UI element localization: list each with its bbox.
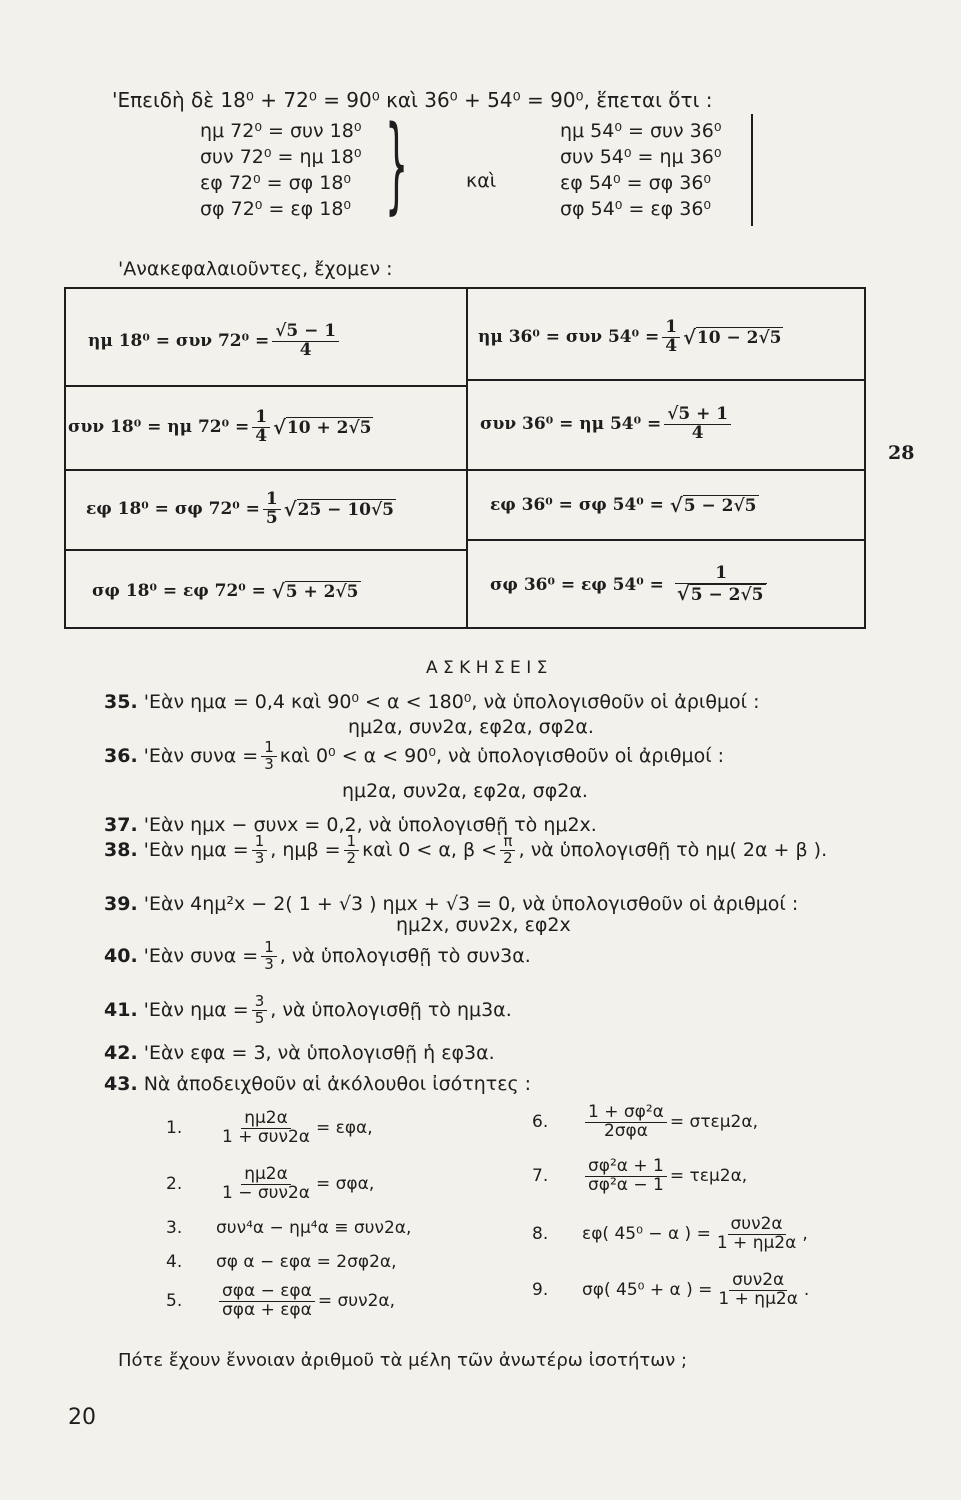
exercise-36-text-a: 'Εὰν συνα =	[143, 745, 259, 768]
exercise-41-frac-den: 5	[254, 1008, 265, 1027]
identity-1-rhs: = εφα,	[316, 1118, 373, 1139]
summary-line: 'Ανακεφαλαιοῦντες, ἔχομεν :	[118, 258, 393, 280]
page-number: 20	[68, 1405, 96, 1430]
identity-2-number: 2.	[166, 1174, 183, 1195]
identity-1-fraction	[219, 1110, 313, 1147]
identity-5-num: σφα − εφα	[219, 1283, 315, 1302]
cell-tan18-radicand: 25 − 10√5	[297, 499, 395, 520]
exercise-43-text: Νὰ ἀποδειχθοῦν αἱ ἀκόλουθοι ἰσότητες :	[143, 1073, 532, 1095]
cell-cot36-numerator: 1	[675, 565, 767, 584]
exercise-36-number: 36.	[104, 745, 138, 768]
identity-9-num: συν2α	[729, 1272, 787, 1291]
cell-tan18-coef	[263, 488, 281, 528]
exercise-40	[104, 940, 531, 973]
cell-cos18-coef-num: 1	[252, 409, 270, 428]
exercise-38-f3-num: π	[500, 834, 515, 851]
exercise-38-f2-num: 1	[344, 834, 360, 851]
cell-cot36-denominator	[674, 584, 769, 605]
sqrt-icon: √	[271, 579, 285, 603]
identity-8-den: 1 + ημ2α	[716, 1232, 797, 1253]
identity-5-number: 5.	[166, 1291, 183, 1312]
left-identity-3: εφ 72⁰ = σφ 18⁰	[200, 172, 352, 194]
exercise-35-text: 'Εὰν ημα = 0,4 καὶ 90⁰ < α < 180⁰, νὰ ὑπολογισθοῦν οἱ ἀριθμοί :	[143, 691, 760, 713]
exercise-35-line2: ημ2α, συν2α, εφ2α, σφ2α.	[348, 716, 594, 738]
cell-cot18	[92, 561, 361, 621]
identity-9	[532, 1272, 809, 1309]
identity-9-end: .	[803, 1280, 810, 1301]
identity-9-number: 9.	[532, 1280, 549, 1301]
intro-line: 'Επειδὴ δὲ 18⁰ + 72⁰ = 90⁰ καὶ 36⁰ + 54⁰ = 90⁰, ἕπεται ὅτι :	[112, 88, 713, 112]
identity-3-text: συν⁴α − ημ⁴α ≡ συν2α,	[216, 1218, 412, 1238]
exercise-39-text: 'Εὰν 4ημ²x − 2( 1 + √3 ) ημx + √3 = 0, νὰ ὑπολογισθοῦν οἱ ἀριθμοί :	[143, 893, 799, 915]
sqrt-icon: √	[683, 325, 696, 349]
identity-5	[166, 1283, 395, 1320]
identity-6-rhs: = στεμ2α,	[669, 1112, 758, 1133]
cell-cos18	[68, 393, 373, 461]
right-identity-4: σφ 54⁰ = εφ 36⁰	[560, 198, 712, 220]
identity-8-lhs: εφ( 45⁰ − α ) =	[582, 1224, 711, 1245]
brace-connector: καὶ	[466, 170, 497, 192]
cell-sin36-coef-num: 1	[662, 319, 680, 338]
cell-tan36-radicand: 5 − 2√5	[683, 495, 757, 516]
exercise-36-line2: ημ2α, συν2α, εφ2α, σφ2α.	[342, 780, 588, 802]
cell-cos18-coef	[252, 406, 270, 446]
left-brace: }	[385, 103, 409, 225]
table-divider-4	[468, 379, 864, 381]
cell-cot36-radicand: 5 − 2√5	[690, 585, 764, 605]
cell-sin18-numerator: √5 − 1	[272, 323, 339, 342]
exercise-38-text-d: , νὰ ὑπολογισθῇ τὸ ημ( 2α + β ).	[518, 839, 828, 862]
exercise-41	[104, 994, 512, 1027]
table-divider-1	[66, 385, 466, 387]
exercise-36-text-b: καὶ 0⁰ < α < 90⁰, νὰ ὑπολογισθοῦν οἱ ἀριθμοί :	[279, 745, 725, 768]
identity-6-number: 6.	[532, 1112, 549, 1133]
values-table	[64, 287, 866, 629]
identity-6-den: 2σφα	[603, 1120, 648, 1141]
identity-9-fraction	[715, 1272, 800, 1309]
exercise-40-text-a: 'Εὰν συνα =	[143, 945, 259, 968]
exercise-38-f1-num: 1	[252, 834, 268, 851]
identity-2	[166, 1166, 374, 1203]
identity-3	[166, 1218, 411, 1238]
cell-sin36-coef	[662, 316, 680, 356]
cell-cos18-lhs: συν 18⁰ = ημ 72⁰ =	[68, 417, 250, 437]
left-identity-1: ημ 72⁰ = συν 18⁰	[200, 120, 362, 142]
side-number: 28	[888, 442, 915, 464]
identity-1-num: ημ2α	[241, 1110, 291, 1129]
sqrt-icon: √	[669, 493, 683, 517]
cell-cos36	[480, 389, 734, 459]
identity-4-text: σφ α − εφα = 2σφ2α,	[216, 1252, 397, 1272]
identity-8-num: συν2α	[728, 1216, 786, 1235]
table-divider-2	[66, 469, 864, 471]
cell-cot36-fraction	[674, 565, 769, 605]
exercise-35-number: 35.	[104, 691, 138, 713]
right-identity-1: ημ 54⁰ = συν 36⁰	[560, 120, 722, 142]
cell-sin36	[478, 305, 783, 369]
exercise-36-frac-den: 3	[264, 754, 274, 773]
identity-7-num: σφ²α + 1	[585, 1158, 667, 1177]
table-divider-5	[468, 539, 864, 541]
identity-5-rhs: = συν2α,	[317, 1291, 396, 1312]
exercise-42-text: 'Εὰν εφα = 3, νὰ ὑπολογισθῇ ἡ εφ3α.	[143, 1042, 495, 1064]
exercise-40-number: 40.	[104, 945, 138, 968]
exercise-41-text-b: , νὰ ὑπολογισθῇ τὸ ημ3α.	[270, 999, 512, 1022]
exercise-38-f1-den: 3	[254, 848, 265, 867]
exercise-41-number: 41.	[104, 999, 138, 1022]
identity-1	[166, 1110, 373, 1147]
right-identity-3: εφ 54⁰ = σφ 36⁰	[560, 172, 712, 194]
identity-2-num: ημ2α	[241, 1166, 291, 1185]
identity-2-den: 1 − συν2α	[222, 1182, 310, 1203]
exercise-41-text-a: 'Εὰν ημα =	[143, 999, 249, 1022]
exercise-38-number: 38.	[104, 839, 138, 862]
cell-cot18-radicand: 5 + 2√5	[285, 581, 359, 602]
sqrt-icon: √	[273, 415, 286, 439]
identity-1-number: 1.	[166, 1118, 183, 1139]
exercise-38-text-c: καὶ 0 < α, β <	[362, 839, 498, 862]
identity-6	[532, 1104, 758, 1141]
identity-8-fraction	[714, 1216, 799, 1253]
cell-cos36-fraction	[664, 403, 731, 443]
exercise-37-number: 37.	[104, 814, 138, 836]
cell-tan18-lhs: εφ 18⁰ = σφ 72⁰ =	[86, 499, 260, 519]
exercise-38-fraction-1	[252, 834, 268, 867]
exercise-36-fraction	[261, 740, 277, 773]
cell-cos36-lhs: συν 36⁰ = ημ 54⁰ =	[480, 414, 662, 434]
identity-7-rhs: = τεμ2α,	[669, 1166, 748, 1187]
exercise-38-f2-den: 2	[346, 848, 357, 867]
table-divider-vertical	[466, 289, 468, 627]
cell-tan36	[490, 477, 759, 533]
exercise-38-text-b: , ημβ =	[270, 839, 341, 862]
left-identity-group	[200, 118, 361, 222]
exercise-40-frac-num: 1	[261, 940, 277, 957]
identity-7-den: σφ²α − 1	[588, 1174, 664, 1195]
identity-2-rhs: = σφα,	[316, 1174, 375, 1195]
identity-8-number: 8.	[532, 1224, 549, 1245]
exercise-40-fraction	[261, 940, 277, 973]
cell-sin18-fraction	[272, 320, 339, 360]
cell-cos36-numerator: √5 + 1	[664, 406, 731, 425]
exercise-38-f3-den: 2	[503, 848, 513, 867]
cell-sin18	[88, 309, 342, 373]
cell-tan18-coef-den: 5	[265, 507, 278, 528]
cell-tan36-lhs: εφ 36⁰ = σφ 54⁰ =	[490, 495, 664, 515]
identity-8	[532, 1216, 808, 1253]
identity-7	[532, 1158, 747, 1195]
cell-sin36-coef-den: 4	[665, 335, 678, 356]
exercise-38	[104, 834, 827, 867]
exercise-42-number: 42.	[104, 1042, 138, 1064]
cell-sin36-lhs: ημ 36⁰ = συν 54⁰ =	[478, 327, 660, 347]
cell-tan18	[86, 477, 396, 541]
cell-cos36-denominator: 4	[691, 422, 704, 443]
identity-6-fraction	[585, 1104, 667, 1141]
closing-question: Πότε ἔχουν ἔννοιαν ἀριθμοῦ τὰ μέλη τῶν ἀνωτέρω ἰσοτήτων ;	[118, 1350, 688, 1371]
exercise-40-text-b: , νὰ ὑπολογισθῇ τὸ συν3α.	[279, 945, 531, 968]
exercise-37-text: 'Εὰν ημx − συνx = 0,2, νὰ ὑπολογισθῇ τὸ ημ2x.	[143, 814, 597, 836]
exercise-43	[104, 1073, 531, 1095]
identity-9-den: 1 + ημ2α	[718, 1288, 798, 1309]
identity-8-end: ,	[802, 1224, 808, 1245]
exercise-35	[104, 691, 760, 713]
right-identity-2: συν 54⁰ = ημ 36⁰	[560, 146, 722, 168]
exercise-43-number: 43.	[104, 1073, 138, 1095]
exercise-38-fraction-3	[500, 834, 516, 867]
exercise-36-frac-num: 1	[261, 740, 277, 757]
cell-sin36-radicand: 10 − 2√5	[696, 327, 782, 348]
identity-4-number: 4.	[166, 1252, 183, 1272]
identity-9-lhs: σφ( 45⁰ + α ) =	[582, 1280, 713, 1301]
left-identity-4: σφ 72⁰ = εφ 18⁰	[200, 198, 352, 220]
cell-sin18-lhs: ημ 18⁰ = συν 72⁰ =	[88, 331, 270, 351]
right-bracket	[748, 114, 753, 226]
identity-7-number: 7.	[532, 1166, 549, 1187]
exercise-36	[104, 740, 724, 773]
cell-cot18-lhs: σφ 18⁰ = εφ 72⁰ =	[92, 581, 266, 601]
cell-cos18-coef-den: 4	[255, 425, 268, 446]
exercise-38-fraction-2	[344, 834, 360, 867]
cell-sin18-denominator: 4	[299, 339, 312, 360]
right-identity-group	[560, 118, 721, 222]
cell-cot36	[490, 545, 772, 625]
exercises-title: Α Σ Κ Η Σ Ε Ι Σ	[426, 658, 548, 678]
identity-6-num: 1 + σφ²α	[585, 1104, 667, 1123]
cell-cot36-lhs: σφ 36⁰ = εφ 54⁰ =	[490, 575, 664, 595]
cell-cos18-radicand: 10 + 2√5	[286, 417, 372, 438]
left-identity-2: συν 72⁰ = ημ 18⁰	[200, 146, 362, 168]
identity-2-fraction	[219, 1166, 313, 1203]
cell-tan18-coef-num: 1	[263, 491, 281, 510]
identity-5-fraction	[219, 1283, 315, 1320]
exercise-42	[104, 1042, 495, 1064]
identity-4	[166, 1252, 397, 1272]
exercise-41-frac-num: 3	[252, 994, 268, 1011]
exercise-41-fraction	[252, 994, 268, 1027]
identity-1-den: 1 + συν2α	[222, 1126, 310, 1147]
sqrt-icon: √	[283, 497, 297, 521]
exercise-39	[104, 893, 798, 915]
exercise-39-number: 39.	[104, 893, 138, 915]
exercise-38-text-a: 'Εὰν ημα =	[143, 839, 249, 862]
sqrt-icon: √	[676, 582, 690, 605]
identity-5-den: σφα + εφα	[222, 1299, 312, 1320]
exercise-39-line2: ημ2x, συν2x, εφ2x	[396, 914, 571, 936]
identity-3-number: 3.	[166, 1218, 183, 1238]
exercise-40-frac-den: 3	[264, 954, 274, 973]
table-divider-3	[66, 549, 466, 551]
identity-7-fraction	[585, 1158, 667, 1195]
